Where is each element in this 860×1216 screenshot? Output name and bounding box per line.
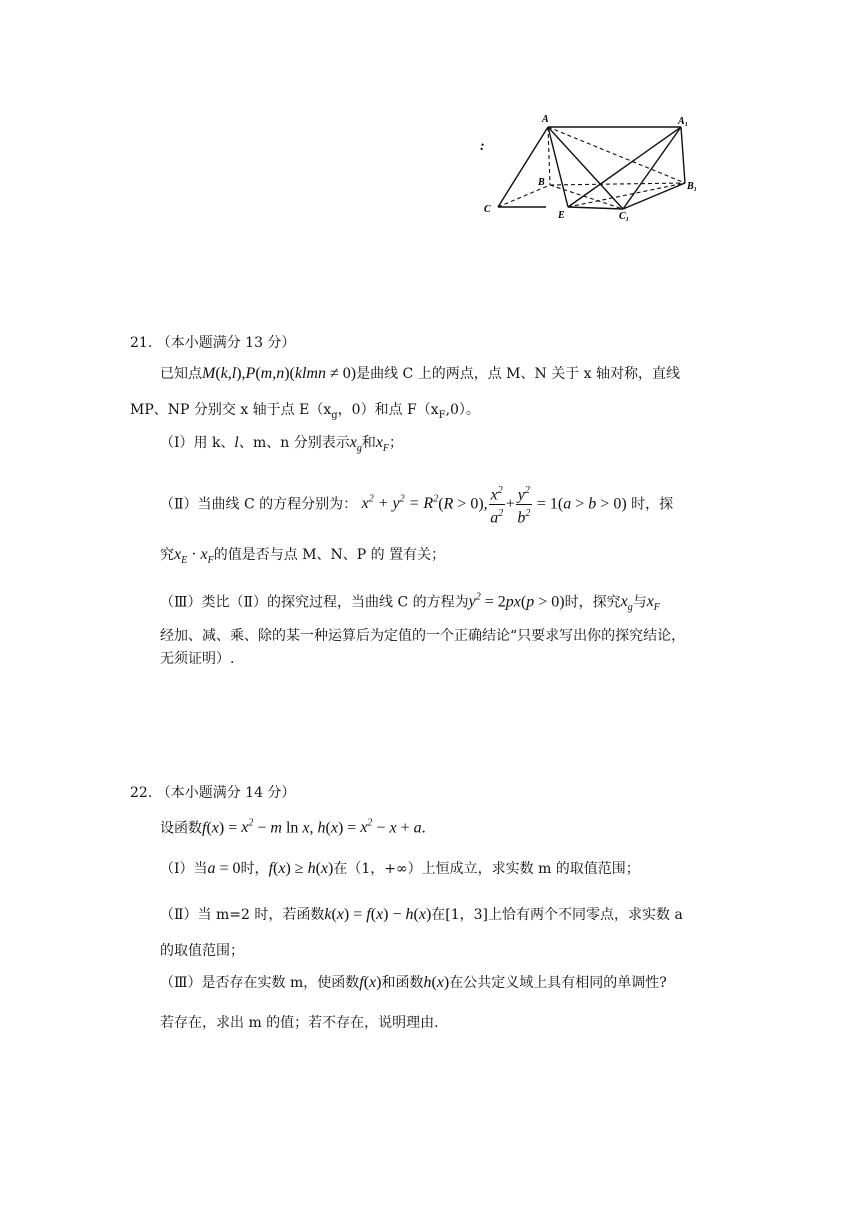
q22-part2-cont: 的取值范围；	[160, 943, 244, 959]
label-B1: B₁	[687, 181, 698, 192]
q22-part3: （Ⅲ）是否存在实数 m，使函数f(x)和函数h(x)在公共定义域上具有相同的单调性?	[160, 974, 667, 991]
label-C1: C₁	[619, 211, 630, 222]
marker: :	[480, 139, 485, 154]
q21-points-formula: M	[202, 365, 216, 382]
q21-part1: （Ⅰ）用 k、l、m、n 分别表示$x_g$和$x_F$；	[160, 434, 404, 455]
q22-part2: （Ⅱ）当 m=2 时，若函数k(x) = f(x) − h(x)在[1，3]上恰有两个不同零点，求实数 a	[160, 906, 683, 923]
q21-stem-cont: MP、NP 分别交 x 轴于点 $E(x_g$，0）和点 $F(x_F,0)$。	[130, 402, 480, 421]
q21-stem: 已知点M(k,l),P(m,n)(klmn ≠ 0)是曲线 C 上的两点，点 M、N 关于 x 轴对称，直线	[160, 365, 680, 382]
q21-part3-cont: 经加、减、乘、除的某一种运算后为定值的一个正确结论“只要求写出你的探究结论，	[160, 628, 686, 644]
label-A: A	[542, 114, 549, 125]
label-B: B	[538, 177, 545, 188]
prism-figure	[478, 110, 718, 225]
label-C: C	[484, 204, 491, 215]
q21-part2: （Ⅱ）当曲线 C 的方程分别为： $x^2 + y^2 = R^2(R > 0)$, $\frac{x^2}{a^2}$ + $\frac{y^2}{b^2}$ = 1(a > b > 0) 时，探	[160, 478, 673, 522]
fraction-y2-b2: $\frac{y^2}{b^2}$	[516, 482, 532, 528]
q21-part3: （Ⅲ）类比（Ⅱ）的探究过程，当曲线 C 的方程为$y^2 = 2px(p > 0)$时，探究$x_g$与$x_F$	[160, 592, 660, 614]
q21-header: 21. （本小题满分 13 分）	[130, 335, 296, 351]
q22-part3-cont: 若存在，求出 m 的值；若不存在，说明理由.	[160, 1015, 439, 1031]
q21-part3-end: 无须证明）.	[160, 651, 235, 667]
label-E: E	[558, 210, 565, 221]
label-A1: A₁	[678, 116, 689, 127]
q22-part1: （Ⅰ）当a = 0时，f(x) ≥ h(x)在（1，+∞）上恒成立，求实数 m 的取值范围；	[160, 860, 640, 877]
q22-header: 22. （本小题满分 14 分）	[130, 785, 296, 801]
q21-part2-cont: 究$x_E \cdot x_F$的值是否与点 M、N、P 的 置有关；	[160, 546, 446, 567]
fraction-x2-a2: $\frac{x^2}{a^2}$	[489, 482, 505, 528]
q22-stem: 设函数$f(x) = x^2 - m$ ln x, $h(x) = x^2 - x + a$.	[160, 818, 426, 837]
